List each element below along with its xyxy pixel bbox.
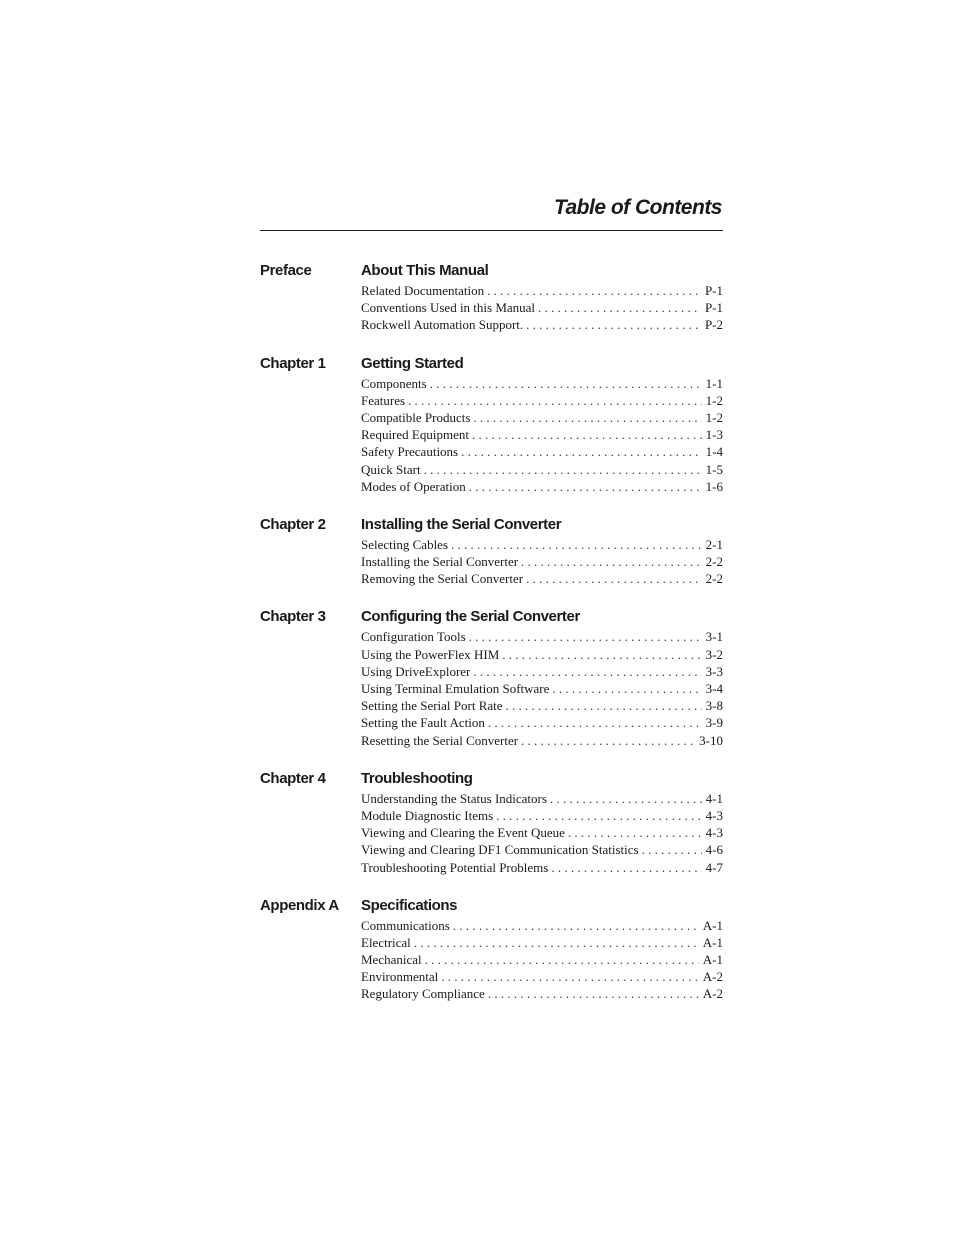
entry-list (361, 536, 723, 588)
entry-title: Communications (361, 917, 450, 933)
toc-entry[interactable] (361, 628, 723, 645)
section-body (361, 897, 723, 1003)
entry-page-number: 4-7 (705, 859, 723, 875)
entry-page-number: 3-10 (699, 732, 723, 748)
section-label: Preface (260, 262, 312, 279)
dot-leader (551, 859, 701, 876)
entry-title: Troubleshooting Potential Problems (361, 859, 549, 875)
section-label: Chapter 4 (260, 769, 326, 787)
entry-page-number: 4-6 (705, 842, 723, 858)
entry-page-number: 2-2 (705, 554, 723, 570)
section-heading[interactable]: Configuring the Serial Converter (361, 608, 580, 626)
entry-page-number: 3-8 (705, 698, 723, 714)
toc-entry[interactable] (361, 553, 723, 570)
section-label: Appendix A (260, 896, 339, 914)
dot-leader (441, 968, 699, 985)
toc-entry[interactable] (361, 282, 723, 299)
entry-page-number: 1-5 (705, 461, 723, 477)
entry-title: Components (361, 375, 427, 391)
entry-title: Modes of Operation (361, 478, 466, 494)
toc-entry[interactable] (361, 461, 723, 478)
dot-leader (469, 628, 702, 645)
entry-page-number: A-1 (702, 952, 723, 968)
toc-entry[interactable] (361, 536, 723, 553)
dot-leader (502, 646, 701, 663)
toc-section (260, 770, 723, 876)
entry-page-number: P-1 (704, 283, 723, 298)
dot-leader (568, 824, 702, 841)
section-label: Chapter 2 (260, 515, 326, 533)
toc-entry[interactable] (361, 841, 723, 858)
dot-leader (538, 299, 701, 316)
section-heading[interactable]: Getting Started (361, 354, 464, 372)
entry-title: Required Equipment (361, 427, 469, 443)
section-heading[interactable]: Troubleshooting (361, 769, 473, 787)
entry-title: Regulatory Compliance (361, 986, 485, 1002)
toc-entry[interactable] (361, 478, 723, 495)
toc-entry[interactable] (361, 375, 723, 392)
entry-page-number: 1-2 (705, 409, 723, 425)
dot-leader (488, 714, 702, 731)
entry-page-number: 1-3 (705, 427, 723, 443)
toc-entry[interactable] (361, 790, 723, 807)
toc-entry[interactable] (361, 807, 723, 824)
entry-page-number: 1-2 (705, 392, 723, 408)
section-heading[interactable]: Specifications (361, 896, 458, 914)
entry-list (361, 917, 723, 1003)
dot-leader (487, 282, 701, 299)
toc-section (260, 516, 723, 588)
dot-leader (521, 553, 702, 570)
entry-page-number: 4-3 (705, 825, 723, 841)
entry-list (361, 282, 723, 334)
entry-title: Using the PowerFlex HIM (361, 646, 500, 662)
dot-leader (550, 790, 702, 807)
section-label: Chapter 1 (260, 354, 326, 372)
entry-page-number: 3-2 (705, 646, 723, 662)
toc-entry[interactable] (361, 934, 723, 951)
entry-page-number: A-1 (702, 917, 723, 933)
entry-title: Module Diagnostic Items (361, 807, 494, 823)
entry-page-number: 3-4 (705, 681, 723, 696)
entry-page-number: 4-3 (705, 807, 723, 823)
toc-entry[interactable] (361, 968, 723, 985)
entry-title: Viewing and Clearing DF1 Communication Statistics (361, 842, 639, 858)
toc-entry[interactable] (361, 663, 723, 680)
dot-leader (526, 316, 701, 333)
toc-section (260, 262, 723, 334)
toc-entry[interactable] (361, 951, 723, 968)
section-body (361, 770, 723, 876)
dot-leader (430, 375, 702, 392)
entry-title: Configuration Tools (361, 629, 466, 645)
dot-leader (506, 697, 702, 714)
entry-page-number: P-1 (704, 300, 723, 316)
entry-title: Quick Start (361, 461, 421, 477)
toc-entry[interactable] (361, 409, 723, 426)
toc-entry[interactable] (361, 646, 723, 663)
entry-page-number: 2-1 (705, 536, 723, 552)
entry-page-number: 3-1 (705, 629, 723, 645)
entry-title: Setting the Serial Port Rate (361, 698, 503, 714)
entry-list (361, 790, 723, 876)
toc-entry[interactable] (361, 985, 723, 1002)
dot-leader (425, 951, 699, 968)
dot-leader (453, 917, 699, 934)
entry-title: Safety Precautions (361, 444, 459, 460)
toc-entry[interactable] (361, 299, 723, 316)
dot-leader (526, 570, 702, 587)
dot-leader (414, 934, 699, 951)
section-heading[interactable]: About This Manual (361, 262, 489, 279)
entry-title: Rockwell Automation Support. (361, 317, 524, 333)
entry-title: Installing the Serial Converter (361, 554, 519, 570)
entry-title: Using DriveExplorer (361, 663, 471, 679)
entry-title: Resetting the Serial Converter (361, 732, 519, 748)
toc-sections (260, 262, 723, 1003)
toc-entry[interactable] (361, 917, 723, 934)
section-label: Chapter 3 (260, 608, 326, 626)
toc-entry[interactable] (361, 570, 723, 587)
toc-entry[interactable] (361, 316, 723, 333)
entry-page-number: 3-3 (705, 663, 723, 679)
entry-title: Setting the Fault Action (361, 715, 485, 731)
section-body (361, 608, 723, 748)
dot-leader (469, 478, 702, 495)
dot-leader (461, 443, 702, 460)
dot-leader (451, 536, 702, 553)
entry-page-number: 4-1 (705, 790, 723, 806)
section-body (361, 355, 723, 495)
toc-entry[interactable] (361, 426, 723, 443)
toc-entry[interactable] (361, 824, 723, 841)
dot-leader (408, 392, 702, 409)
dot-leader (642, 841, 702, 858)
entry-title: Mechanical (361, 952, 422, 968)
toc-section (260, 608, 723, 748)
entry-title: Understanding the Status Indicators (361, 790, 547, 806)
toc-section (260, 897, 723, 1003)
dot-leader (488, 985, 699, 1002)
entry-page-number: P-2 (704, 317, 723, 333)
dot-leader (521, 732, 695, 749)
toc-section (260, 355, 723, 495)
entry-list (361, 375, 723, 495)
entry-page-number: 1-4 (705, 444, 723, 460)
toc-entry[interactable] (361, 680, 723, 697)
section-heading[interactable]: Installing the Serial Converter (361, 515, 562, 533)
dot-leader (472, 426, 702, 443)
entry-title: Viewing and Clearing the Event Queue (361, 825, 565, 841)
toc-entry[interactable] (361, 732, 723, 749)
entry-title: Related Documentation (361, 283, 485, 298)
toc-entry[interactable] (361, 392, 723, 409)
entry-title: Conventions Used in this Manual (361, 300, 536, 316)
entry-page-number: 2-2 (705, 571, 723, 587)
toc-entry[interactable] (361, 714, 723, 731)
entry-title: Electrical (361, 934, 411, 950)
entry-title: Compatible Products (361, 409, 471, 425)
entry-title: Features (361, 392, 406, 408)
dot-leader (496, 807, 702, 824)
entry-page-number: 1-1 (705, 375, 723, 391)
entry-page-number: A-2 (702, 969, 723, 985)
entry-page-number: 1-6 (705, 478, 723, 494)
page-title: Table of Contents (553, 196, 722, 219)
entry-title: Selecting Cables (361, 536, 449, 552)
dot-leader (424, 461, 702, 478)
dot-leader (552, 680, 701, 697)
section-body (361, 262, 723, 334)
toc-entry[interactable] (361, 697, 723, 714)
entry-title: Environmental (361, 969, 439, 985)
entry-page-number: A-1 (702, 934, 723, 950)
section-body (361, 516, 723, 588)
toc-entry[interactable] (361, 443, 723, 460)
entry-page-number: A-2 (702, 986, 723, 1002)
entry-page-number: 3-9 (705, 715, 723, 731)
entry-list (361, 628, 723, 748)
dot-leader (473, 409, 701, 426)
title-rule (260, 230, 723, 231)
entry-title: Using Terminal Emulation Software (361, 681, 550, 696)
entry-title: Removing the Serial Converter (361, 571, 524, 587)
dot-leader (473, 663, 701, 680)
toc-entry[interactable] (361, 859, 723, 876)
